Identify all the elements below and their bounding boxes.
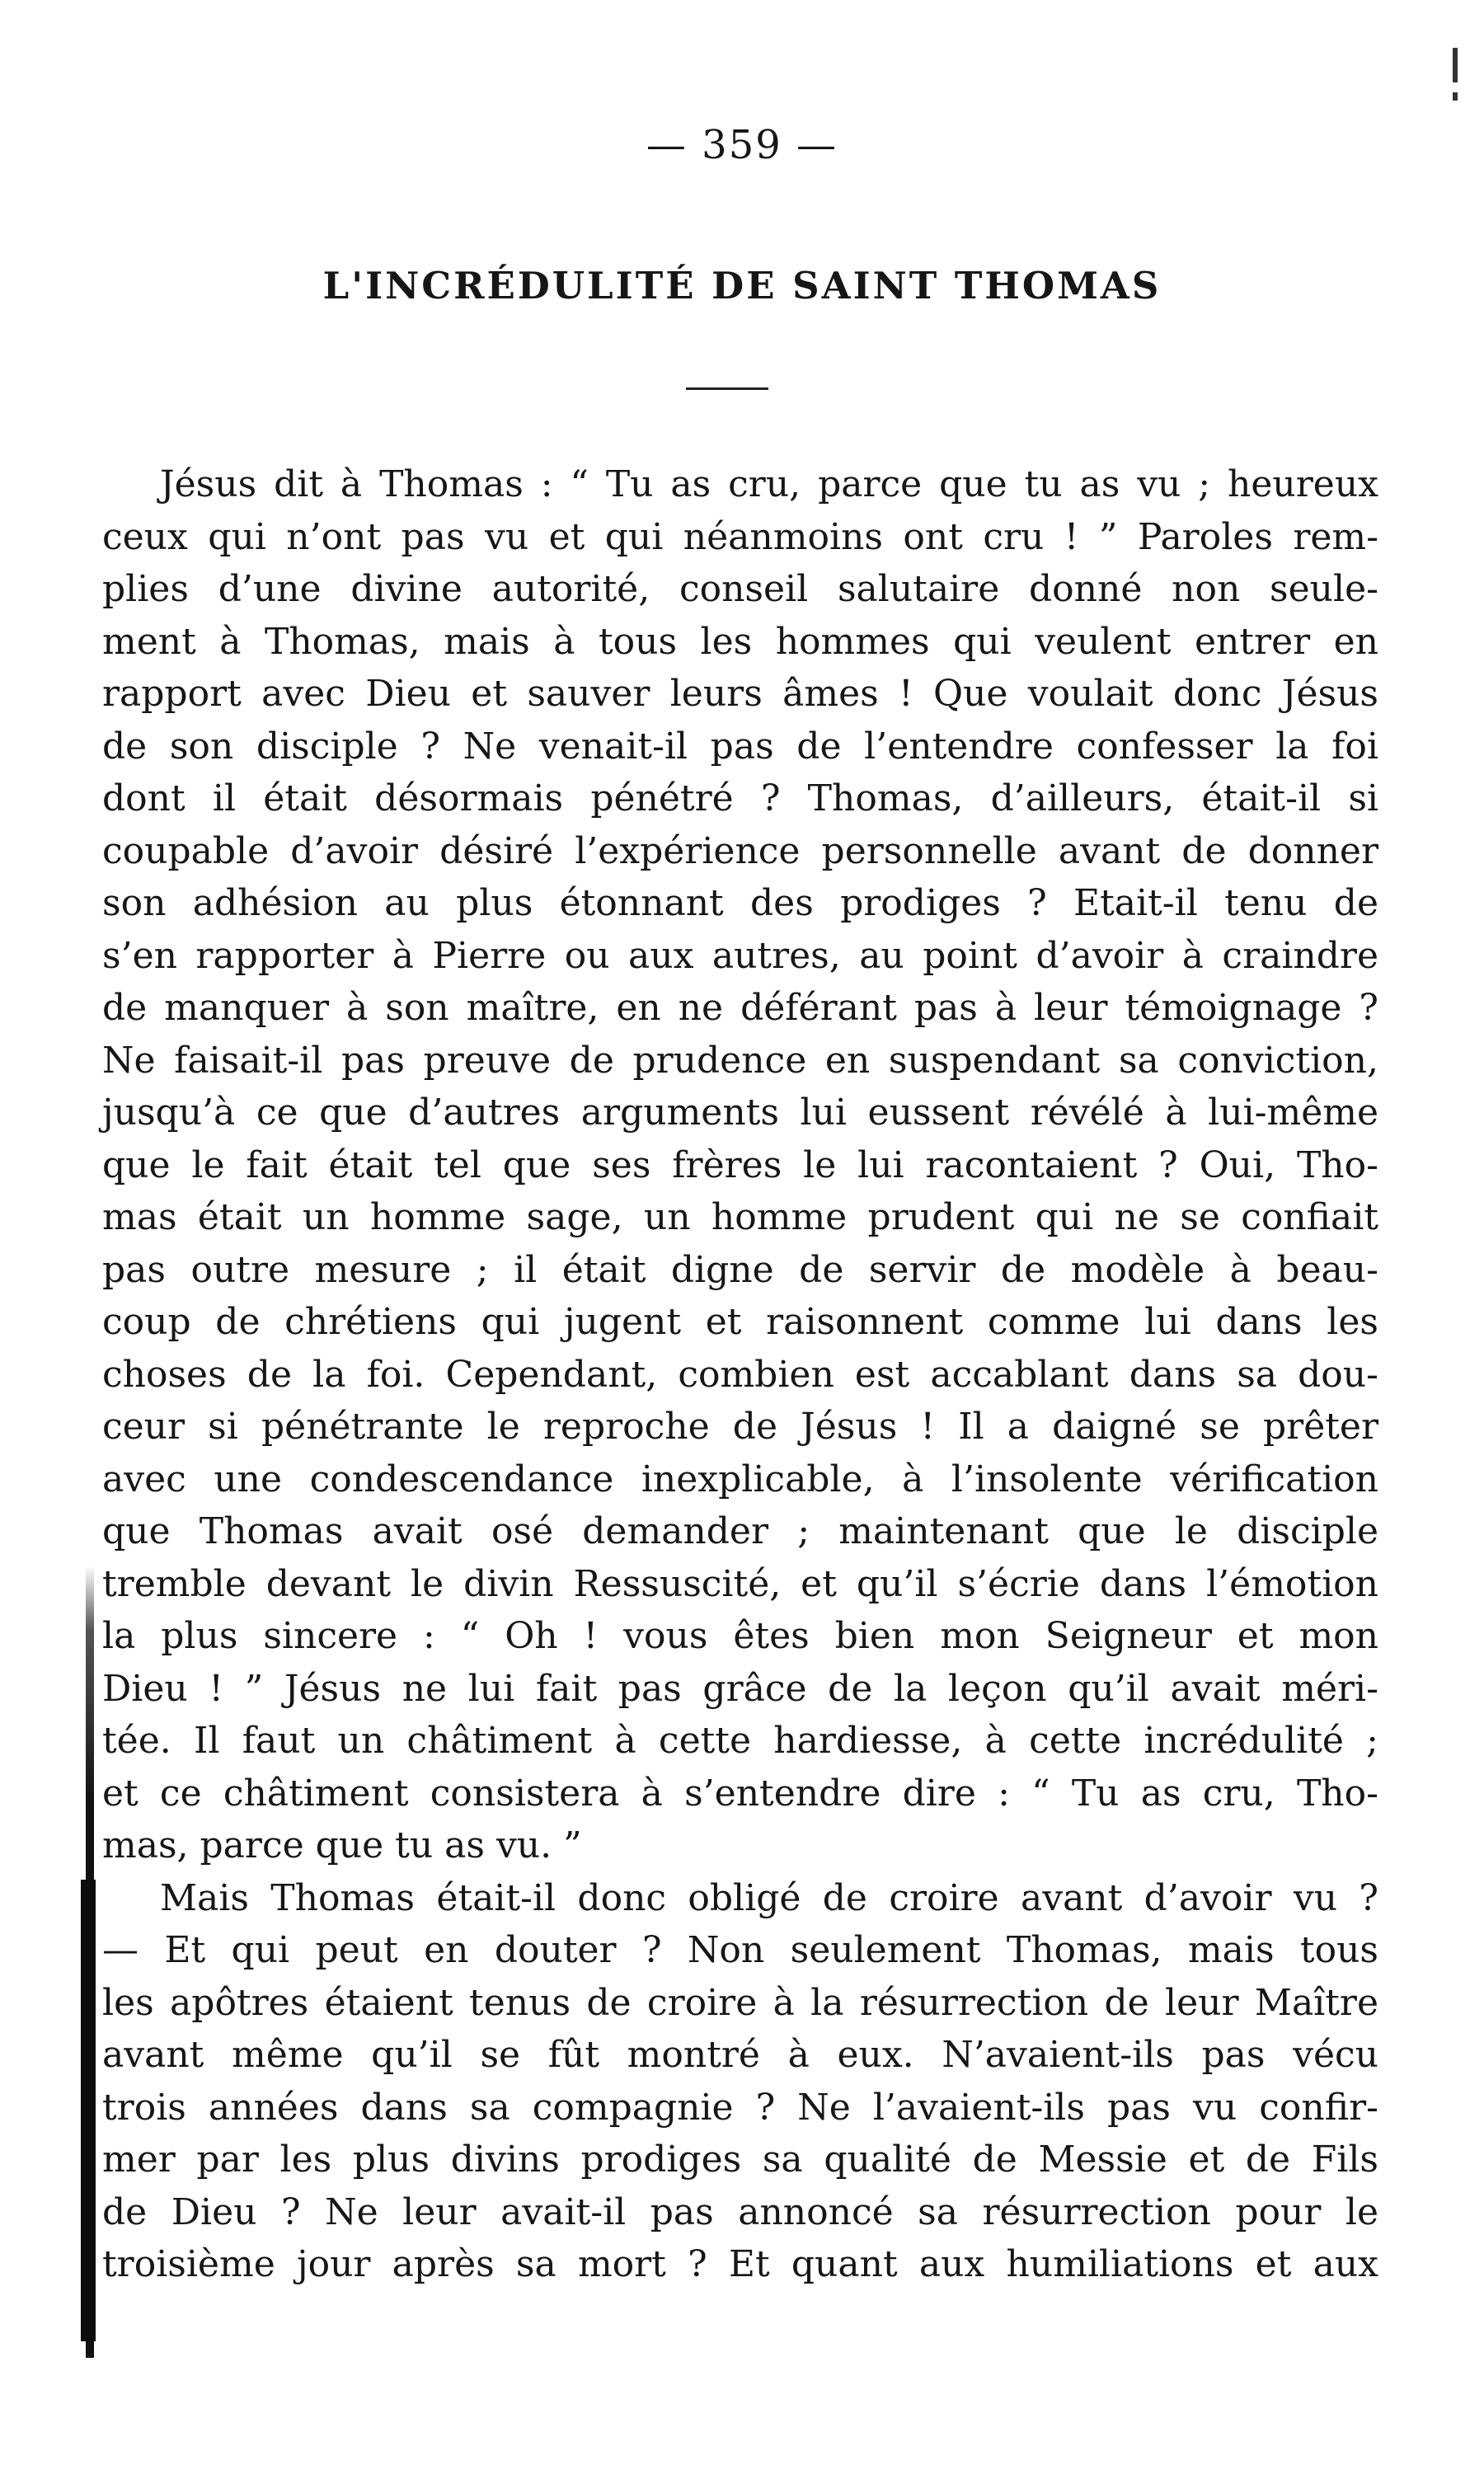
- text-line: pas outre mesure ; il était digne de servir de modèle à beau-: [102, 1248, 1378, 1291]
- text-line: et ce châtiment consistera à s’entendre dire : “ Tu as cru, Tho-: [102, 1772, 1378, 1815]
- text-line: ceux qui n’ont pas vu et qui néanmoins ont cru ! ” Paroles rem-: [102, 515, 1378, 558]
- text-line: Ne faisait-il pas preuve de prudence en suspendant sa conviction,: [102, 1039, 1378, 1082]
- text-line: mas était un homme sage, un homme prudent qui ne se confiait: [102, 1196, 1378, 1238]
- body-text: [102, 458, 1378, 2291]
- binding-shadow: [81, 1880, 96, 2341]
- text-line: avec une condescendance inexplicable, à l’insolente vérification: [102, 1458, 1378, 1500]
- page-number: — 359 —: [646, 122, 838, 168]
- text-line: tremble devant le divin Ressuscité, et qu’il s’écrie dans l’émotion: [102, 1562, 1378, 1605]
- text-line: mer par les plus divins prodiges sa qualité de Messie et de Fils: [102, 2139, 1378, 2181]
- text-line: tée. Il faut un châtiment à cette hardiesse, à cette incrédulité ;: [102, 1720, 1378, 1762]
- text-line: la plus sincere : “ Oh ! vous êtes bien mon Seigneur et mon: [102, 1615, 1378, 1657]
- text-line: — Et qui peut en douter ? Non seulement Thomas, mais tous: [102, 1929, 1378, 1971]
- text-line: les apôtres étaient tenus de croire à la résurrection de leur Maître: [102, 1981, 1378, 2024]
- text-line: rapport avec Dieu et sauver leurs âmes ! Que voulait donc Jésus: [102, 673, 1378, 715]
- text-line: troisième jour après sa mort ? Et quant aux humiliations et aux: [102, 2243, 1378, 2285]
- title-divider: [686, 387, 768, 390]
- chapter-title: L'INCRÉDULITÉ DE SAINT THOMAS: [322, 264, 1162, 308]
- text-line: de Dieu ? Ne leur avait-il pas annoncé sa résurrection pour le: [102, 2190, 1378, 2233]
- text-line: choses de la foi. Cependant, combien est accablant dans sa dou-: [102, 1353, 1378, 1396]
- text-line: Jésus dit à Thomas : “ Tu as cru, parce que tu as vu ; heureux: [160, 463, 1378, 505]
- text-line: coupable d’avoir désiré l’expérience personnelle avant de donner: [102, 829, 1378, 872]
- text-line: plies d’une divine autorité, conseil salutaire donné non seule-: [102, 568, 1378, 610]
- text-line: son adhésion au plus étonnant des prodiges ? Etait-il tenu de: [102, 882, 1378, 924]
- text-line: mas, parce que tu as vu. ”: [102, 1824, 582, 1866]
- text-line: que le fait était tel que ses frères le lui racontaient ? Oui, Tho-: [102, 1143, 1378, 1186]
- text-line: Dieu ! ” Jésus ne lui fait pas grâce de la leçon qu’il avait méri-: [102, 1667, 1378, 1710]
- text-line: coup de chrétiens qui jugent et raisonnent comme lui dans les: [102, 1301, 1378, 1343]
- text-line: trois années dans sa compagnie ? Ne l’avaient-ils pas vu confir-: [102, 2086, 1378, 2129]
- text-line: ceur si pénétrante le reproche de Jésus ! Il a daigné se prêter: [102, 1406, 1378, 1448]
- scan-mark: [1453, 92, 1458, 101]
- text-line: que Thomas avait osé demander ; maintenant que le disciple: [102, 1510, 1378, 1552]
- text-line: Mais Thomas était-il donc obligé de croire avant d’avoir vu ?: [160, 1876, 1378, 1919]
- text-line: dont il était désormais pénétré ? Thomas, d’ailleurs, était-il si: [102, 777, 1378, 819]
- text-line: avant même qu’il se fût montré à eux. N’avaient-ils pas vécu: [102, 2034, 1378, 2076]
- scan-mark: [1453, 48, 1458, 82]
- text-line: de son disciple ? Ne venait-il pas de l’entendre confesser la foi: [102, 725, 1378, 768]
- text-line: ment à Thomas, mais à tous les hommes qui veulent entrer en: [102, 620, 1378, 663]
- text-line: de manquer à son maître, en ne déférant pas à leur témoignage ?: [102, 987, 1378, 1029]
- text-line: jusqu’à ce que d’autres arguments lui eussent révélé à lui-même: [102, 1092, 1378, 1134]
- text-line: s’en rapporter à Pierre ou aux autres, au point d’avoir à craindre: [102, 934, 1378, 977]
